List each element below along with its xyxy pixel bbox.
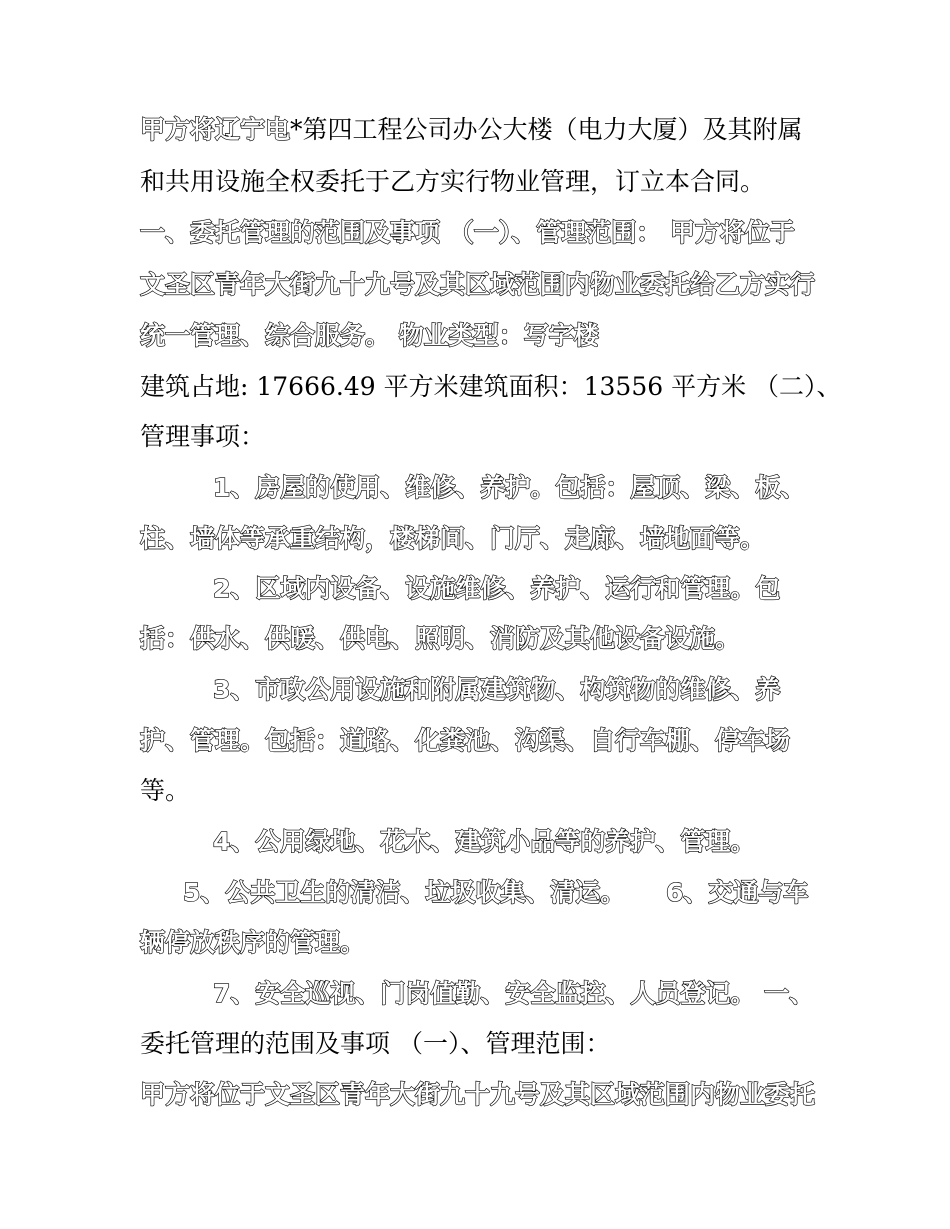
text-line-16a xyxy=(183,876,625,910)
text-line-3 xyxy=(140,216,795,250)
text-line-6 xyxy=(140,370,842,404)
text-segment: 统一管理、综合服务。 物业类型：写字楼 xyxy=(140,321,599,350)
text-segment: 甲方将辽宁电 xyxy=(140,115,291,144)
text-segment: 一、委托管理的范围及事项 （一）、管理范围： 甲方将位于 xyxy=(140,218,795,247)
text-segment: 辆停放秩序的管理。 xyxy=(140,928,366,957)
text-segment: 护、管理。包括：道路、化粪池、沟渠、自行车棚、停车场 xyxy=(140,726,791,755)
text-segment: 3、市政公用设施和附属建筑物、构筑物的维修、养 xyxy=(213,675,781,704)
text-line-4 xyxy=(140,268,815,302)
text-line-9 xyxy=(140,522,765,556)
text-segment: 1、房屋的使用、维修、养护。包括：屋顶、梁、板、 xyxy=(213,473,806,502)
text-line-18 xyxy=(213,977,814,1011)
text-segment: 6、交通与车 xyxy=(666,878,809,907)
text-line-13 xyxy=(140,724,790,758)
text-segment: 柱、墙体等承重结构，楼梯间、门厅、走廊、墙地面等。 xyxy=(140,524,766,553)
text-line-8 xyxy=(213,471,805,505)
text-line-16b xyxy=(666,876,808,910)
text-segment: 5、公共卫生的清洁、垃圾收集、清运。 xyxy=(183,878,626,907)
text-segment: 文圣区青年大街九十九号及其区域范围内物业委托给乙方实行 xyxy=(140,270,816,299)
text-segment: 建筑占地: 17666.49 平方米建筑面积：13556 平方米 （二）、 xyxy=(140,372,842,401)
text-line-15 xyxy=(213,825,755,859)
text-line-1 xyxy=(140,113,803,147)
text-line-19 xyxy=(140,1027,610,1061)
text-line-12 xyxy=(213,673,780,707)
text-line-20 xyxy=(140,1078,815,1112)
text-segment: *第四工程公司办公大楼（电力大厦）及其附属 xyxy=(290,115,803,144)
text-segment: 甲方将位于文圣区青年大街九十九号及其区域范围内物业委托 xyxy=(140,1080,816,1109)
text-line-2 xyxy=(140,165,765,199)
text-line-14 xyxy=(140,774,190,808)
text-segment: 4、公用绿地、花木、建筑小品等的养护、管理。 xyxy=(213,827,756,856)
text-segment: 委托管理的范围及事项 （一）、管理范围： xyxy=(140,1029,611,1058)
text-line-17 xyxy=(140,926,365,960)
text-line-11 xyxy=(140,622,740,656)
text-segment: 7、安全巡视、门岗值勤、安全监控、人员登记。 一、 xyxy=(213,979,815,1008)
text-segment: 括：供水、供暖、供电、照明、消防及其他设备设施。 xyxy=(140,624,741,653)
text-line-5 xyxy=(140,319,599,353)
text-segment: 管理事项： xyxy=(140,422,266,451)
text-segment: 等。 xyxy=(140,776,191,805)
text-segment: 和共用设施全权委托于乙方实行物业管理，订立本合同。 xyxy=(140,167,766,196)
text-line-10 xyxy=(213,572,780,606)
text-line-7 xyxy=(140,420,265,454)
text-segment: 2、区域内设备、设施维修、养护、运行和管理。包 xyxy=(213,574,781,603)
